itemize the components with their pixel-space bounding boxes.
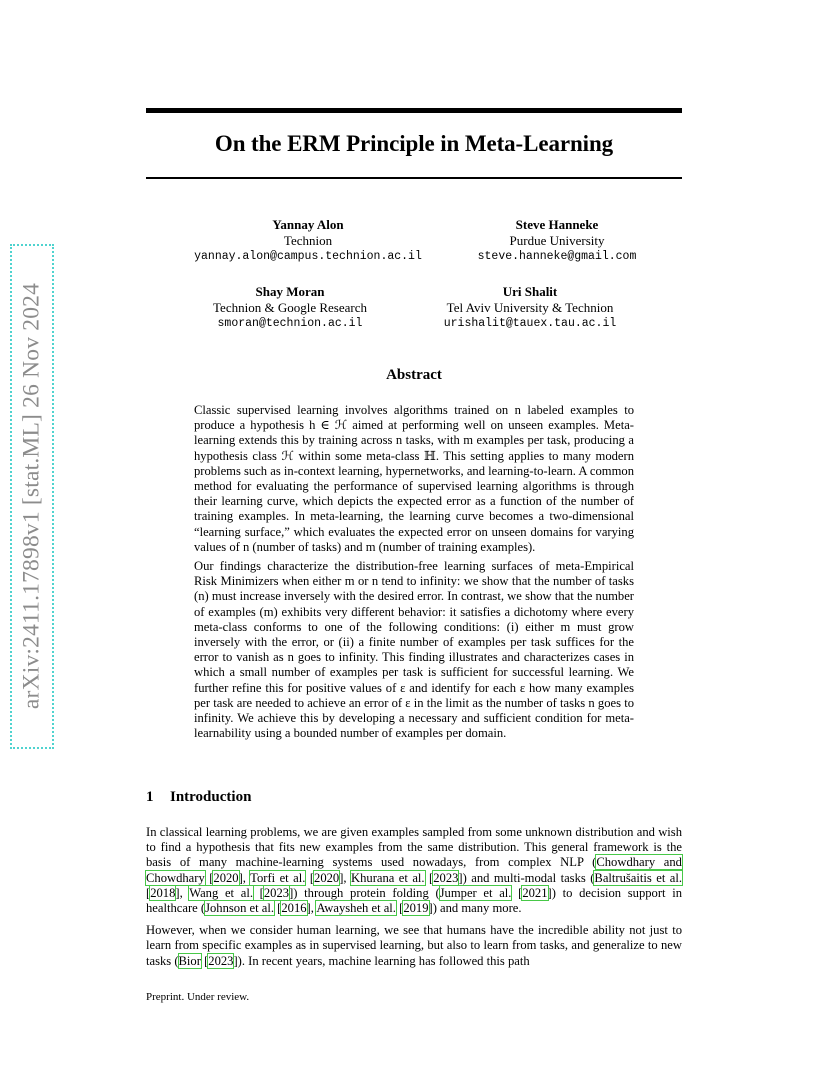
author-affiliation: Technion	[283, 233, 333, 248]
author-email[interactable]: yannay.alon@campus.technion.ac.il	[194, 250, 422, 263]
citation-link[interactable]: Wang et al.	[189, 885, 253, 900]
author-email[interactable]: urishalit@tauex.tau.ac.il	[443, 317, 617, 330]
intro-paragraph-2: However, when we consider human learning, we see that humans have the incredible ability not just to learn from specific examples as in supervised learning, but also to learn from tasks, and generalize to new tasks (Bior [2023]). In recent years, machine learning has followed this path	[146, 923, 682, 968]
footer-note: Preprint. Under review.	[146, 991, 250, 1003]
abstract-paragraph-1: Classic supervised learning involves algorithms trained on n labeled examples to produce a hypothesis h ∈ ℋ aimed at performing well on unseen examples. Meta-learning extends this by training across n tasks, with m examples per task, producing a hypothesis class ℋ within some meta-class ℍ. This setting applies to many modern problems such as in-context learning, hypernetworks, and learning-to-learn. A common method for evaluating the performance of supervised learning algorithms is through their learning curve, which depicts the expected error as a function of the number of training examples. In meta-learning, the learning curve becomes a two-dimensional “learning surface,” which evaluates the expected error on unseen domains for varying values of n (number of tasks) and m (number of training examples).	[194, 403, 634, 554]
citation-year-link[interactable]: 2020	[213, 870, 239, 885]
citation-link[interactable]: Chowdhary and Chowdhary	[146, 855, 682, 885]
section-title: Introduction	[170, 789, 252, 805]
author-affiliation: Tel Aviv University & Technion	[446, 300, 614, 315]
citation-link[interactable]: Baltrušaitis et al.	[594, 870, 683, 885]
citation-year-link[interactable]: 2023	[263, 885, 290, 900]
author-name: Steve Hanneke	[515, 217, 599, 232]
abstract-body	[194, 403, 634, 745]
arxiv-stamp[interactable]: arXiv:2411.17898v1 [stat.ML] 26 Nov 2024	[18, 282, 45, 710]
abstract-paragraph-2: Our findings characterize the distribution-free learning surfaces of meta-Empirical Risk Minimizers when either m or n tend to infinity: we show that the number of tasks (n) must increase inversely with the desired error. In contrast, we show that the number of examples (m) exhibits very different behavior: it satisfies a dichotomy where every meta-class conforms to one of the following conditions: (i) either m must grow inversely with the error, or (ii) a finite number of examples per task suffices for the error to vanish as n goes to infinity. This finding illustrates and characterizes cases in which a small number of examples per task is sufficient for successful learning. We further refine this for positive values of ε and identify for each ε how many examples per task are needed to achieve an error of ε in the limit as the number of tasks n goes to infinity. We achieve this by developing a necessary and sufficient condition for meta-learnability using a bounded number of examples per domain.	[194, 559, 634, 741]
citation-link[interactable]: Khurana et al.	[351, 870, 425, 885]
section-heading	[146, 789, 251, 806]
intro-paragraph-1: In classical learning problems, we are given examples sampled from some unknown distribution and wish to find a hypothesis that fits new examples from the same distribution. This general framework is the basis of many machine-learning systems used nowadays, from complex NLP (Chowdhary and Chowdhary [2020], Torfi et al. [2020], Khurana et al. [2023]) and multi-modal tasks (Baltrušaitis et al. [2018], Wang et al. [2023]) through protein folding (Jumper et al. [2021]) to decision support in healthcare (Johnson et al. [2016], Awaysheh et al. [2019]) and many more.	[146, 825, 683, 916]
author-block-4	[380, 284, 680, 332]
author-block-2	[407, 217, 707, 265]
citation-link[interactable]: Bior	[178, 953, 201, 968]
citation-year-link[interactable]: 2021	[522, 885, 548, 900]
citation-year-link[interactable]: 2016	[281, 901, 307, 916]
author-name: Yannay Alon	[272, 217, 344, 232]
author-name: Uri Shalit	[502, 284, 558, 299]
section-number: 1	[146, 789, 154, 805]
citation-link[interactable]: Johnson et al.	[205, 901, 274, 916]
citation-year-link[interactable]: 2023	[208, 953, 234, 968]
citation-year-link[interactable]: 2018	[150, 885, 176, 900]
citation-link[interactable]: Jumper et al.	[439, 885, 512, 900]
abstract-heading: Abstract	[386, 367, 442, 383]
author-email[interactable]: smoran@technion.ac.il	[217, 317, 363, 330]
citation-year-link[interactable]: 2019	[403, 901, 429, 916]
title-top-rule	[146, 108, 682, 113]
author-email[interactable]: steve.hanneke@gmail.com	[477, 250, 637, 263]
citation-year-link[interactable]: 2020	[314, 870, 340, 885]
citation-link[interactable]: Awaysheh et al.	[316, 901, 396, 916]
citation-year-link[interactable]: 2023	[433, 870, 459, 885]
author-affiliation: Purdue University	[509, 233, 605, 248]
title-bottom-rule	[146, 177, 682, 179]
intro-body	[146, 825, 682, 976]
citation-link[interactable]: Torfi et al.	[250, 870, 306, 885]
author-affiliation: Technion & Google Research	[213, 300, 367, 315]
author-name: Shay Moran	[255, 284, 325, 299]
paper-title: On the ERM Principle in Meta-Learning	[214, 131, 614, 156]
